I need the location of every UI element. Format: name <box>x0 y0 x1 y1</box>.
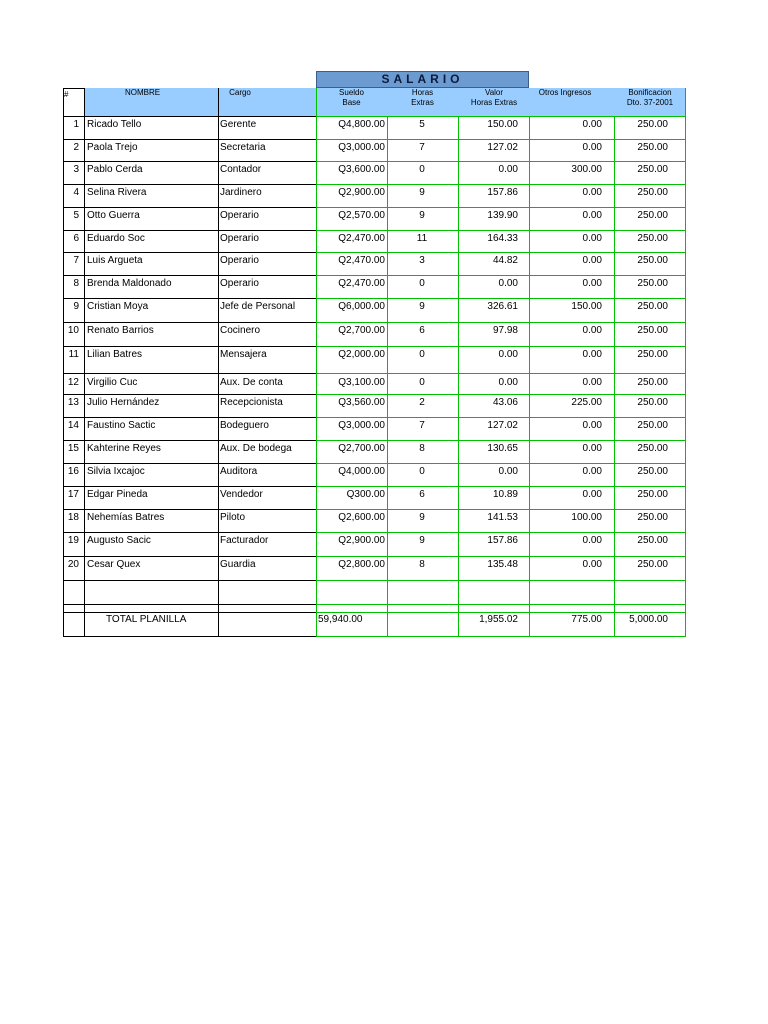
row-valor: 44.82 <box>492 255 518 266</box>
row-valor: 43.06 <box>492 397 518 408</box>
grid-hline <box>316 509 686 510</box>
row-valor: 0.00 <box>498 377 518 388</box>
row-cargo: Jefe de Personal <box>220 301 296 312</box>
row-nombre: Pablo Cerda <box>87 164 143 175</box>
grid-hline <box>316 636 686 637</box>
total-valor: 1,955.02 <box>479 614 518 625</box>
row-valor: 157.86 <box>487 535 518 546</box>
row-nombre: Edgar Pineda <box>87 489 148 500</box>
row-otros: 0.00 <box>582 255 602 266</box>
row-otros: 0.00 <box>582 559 602 570</box>
grid-hline <box>63 440 316 441</box>
row-valor: 141.53 <box>487 512 518 523</box>
header-valor-2: Horas Extras <box>470 98 518 107</box>
row-cargo: Gerente <box>220 119 257 130</box>
grid-hline <box>316 184 686 185</box>
salario-title: SALARIO <box>381 72 464 86</box>
row-num: 6 <box>73 233 79 244</box>
row-horas: 8 <box>419 559 425 570</box>
row-cargo: Facturador <box>220 535 269 546</box>
row-otros: 0.00 <box>582 489 602 500</box>
row-horas: 6 <box>419 325 425 336</box>
grid-hline <box>63 161 316 162</box>
grid-hline <box>63 394 316 395</box>
row-valor: 164.33 <box>487 233 518 244</box>
grid-hline <box>63 636 316 637</box>
row-cargo: Operario <box>220 210 259 221</box>
row-horas: 7 <box>419 142 425 153</box>
row-nombre: Brenda Maldonado <box>87 278 172 289</box>
row-sueldo: Q2,900.00 <box>338 187 385 198</box>
row-cargo: Operario <box>220 278 259 289</box>
row-num: 4 <box>73 187 79 198</box>
row-valor: 135.48 <box>487 559 518 570</box>
row-nombre: Lilian Batres <box>87 349 143 360</box>
row-nombre: Otto Guerra <box>87 210 140 221</box>
grid-hline <box>316 322 686 323</box>
row-otros: 0.00 <box>582 142 602 153</box>
row-cargo: Vendedor <box>220 489 263 500</box>
row-bonif: 250.00 <box>637 301 668 312</box>
header-valor-1: Valor <box>484 88 504 97</box>
header-bonif-1: Bonificacion <box>628 88 672 97</box>
header-nombre: NOMBRE <box>124 88 161 97</box>
grid-hline <box>63 139 316 140</box>
row-cargo: Cocinero <box>220 325 261 336</box>
row-cargo: Guardia <box>220 559 256 570</box>
grid-hline <box>63 612 316 613</box>
row-sueldo: Q4,800.00 <box>338 119 385 130</box>
row-bonif: 250.00 <box>637 535 668 546</box>
row-otros: 0.00 <box>582 535 602 546</box>
row-bonif: 250.00 <box>637 512 668 523</box>
row-nombre: Selina Rivera <box>87 187 147 198</box>
row-horas: 9 <box>419 512 425 523</box>
grid-hline <box>63 373 316 374</box>
row-horas: 9 <box>419 187 425 198</box>
row-horas: 0 <box>419 349 425 360</box>
row-bonif: 250.00 <box>637 142 668 153</box>
grid-hline <box>63 322 316 323</box>
row-horas: 9 <box>419 535 425 546</box>
total-label: TOTAL PLANILLA <box>106 614 187 625</box>
row-sueldo: Q3,000.00 <box>338 420 385 431</box>
row-sueldo: Q2,570.00 <box>338 210 385 221</box>
row-num: 17 <box>67 489 79 500</box>
grid-hline <box>316 252 686 253</box>
grid-hline <box>316 139 686 140</box>
row-otros: 0.00 <box>582 377 602 388</box>
row-cargo: Operario <box>220 233 259 244</box>
row-valor: 150.00 <box>487 119 518 130</box>
row-horas: 0 <box>419 278 425 289</box>
row-otros: 0.00 <box>582 233 602 244</box>
grid-hline <box>316 486 686 487</box>
row-horas: 9 <box>419 210 425 221</box>
row-cargo: Recepcionista <box>220 397 283 408</box>
row-otros: 0.00 <box>582 187 602 198</box>
row-horas: 5 <box>419 119 425 130</box>
row-valor: 0.00 <box>498 164 518 175</box>
row-sueldo: Q3,600.00 <box>338 164 385 175</box>
row-bonif: 250.00 <box>637 443 668 454</box>
row-sueldo: Q2,470.00 <box>338 233 385 244</box>
row-sueldo: Q2,700.00 <box>338 325 385 336</box>
grid-hline <box>316 394 686 395</box>
grid-hline <box>316 161 686 162</box>
row-horas: 0 <box>419 164 425 175</box>
row-sueldo: Q3,100.00 <box>338 377 385 388</box>
row-horas: 9 <box>419 301 425 312</box>
grid-hline <box>316 463 686 464</box>
row-nombre: Renato Barrios <box>87 325 154 336</box>
row-bonif: 250.00 <box>637 255 668 266</box>
grid-hline <box>63 463 316 464</box>
row-bonif: 250.00 <box>637 349 668 360</box>
grid-vline <box>84 88 85 636</box>
grid-hline <box>63 252 316 253</box>
row-cargo: Bodeguero <box>220 420 269 431</box>
row-num: 8 <box>73 278 79 289</box>
row-bonif: 250.00 <box>637 420 668 431</box>
row-valor: 127.02 <box>487 420 518 431</box>
row-num: 10 <box>67 325 79 336</box>
grid-hline <box>316 604 686 605</box>
row-bonif: 250.00 <box>637 278 668 289</box>
row-horas: 6 <box>419 489 425 500</box>
row-sueldo: Q4,000.00 <box>338 466 385 477</box>
grid-hline <box>63 116 316 117</box>
row-nombre: Nehemías Batres <box>87 512 165 523</box>
row-horas: 8 <box>419 443 425 454</box>
row-valor: 0.00 <box>498 278 518 289</box>
total-sueldo: 59,940.00 <box>318 614 363 625</box>
row-cargo: Operario <box>220 255 259 266</box>
row-sueldo: Q3,560.00 <box>338 397 385 408</box>
grid-hline <box>316 373 686 374</box>
grid-hline <box>316 207 686 208</box>
row-valor: 0.00 <box>498 466 518 477</box>
row-sueldo: Q2,800.00 <box>338 559 385 570</box>
row-num: 3 <box>73 164 79 175</box>
grid-hline <box>63 532 316 533</box>
header-sueldo-2: Base <box>342 98 361 107</box>
row-num: 19 <box>67 535 79 546</box>
row-nombre: Virgilio Cuc <box>87 377 138 388</box>
row-bonif: 250.00 <box>637 559 668 570</box>
header-bonif-2: Dto. 37-2001 <box>626 98 674 107</box>
row-sueldo: Q6,000.00 <box>338 301 385 312</box>
row-num: 15 <box>67 443 79 454</box>
row-num: 2 <box>73 142 79 153</box>
row-valor: 127.02 <box>487 142 518 153</box>
row-sueldo: Q2,000.00 <box>338 349 385 360</box>
grid-vline <box>685 116 686 636</box>
grid-hline <box>316 275 686 276</box>
grid-hline <box>63 184 316 185</box>
row-num: 5 <box>73 210 79 221</box>
grid-hline <box>63 207 316 208</box>
row-valor: 139.90 <box>487 210 518 221</box>
row-bonif: 250.00 <box>637 397 668 408</box>
row-sueldo: Q2,700.00 <box>338 443 385 454</box>
row-otros: 225.00 <box>571 397 602 408</box>
grid-hline <box>63 580 316 581</box>
row-valor: 130.65 <box>487 443 518 454</box>
row-nombre: Silvia Ixcajoc <box>87 466 145 477</box>
header-horas-1: Horas <box>411 88 434 97</box>
row-valor: 157.86 <box>487 187 518 198</box>
row-otros: 0.00 <box>582 119 602 130</box>
row-nombre: Luis Argueta <box>87 255 143 266</box>
row-valor: 97.98 <box>492 325 518 336</box>
grid-vline <box>316 88 317 116</box>
row-nombre: Augusto Sacic <box>87 535 151 546</box>
row-bonif: 250.00 <box>637 466 668 477</box>
grid-hline <box>63 275 316 276</box>
row-num: 12 <box>67 377 79 388</box>
row-valor: 0.00 <box>498 349 518 360</box>
row-num: 16 <box>67 466 79 477</box>
row-num: 11 <box>68 349 79 360</box>
row-otros: 300.00 <box>571 164 602 175</box>
row-otros: 0.00 <box>582 466 602 477</box>
row-bonif: 250.00 <box>637 233 668 244</box>
row-sueldo: Q2,470.00 <box>338 255 385 266</box>
row-nombre: Cristian Moya <box>87 301 149 312</box>
row-sueldo: Q3,000.00 <box>338 142 385 153</box>
row-bonif: 250.00 <box>637 325 668 336</box>
row-cargo: Aux. De bodega <box>220 443 292 454</box>
grid-hline <box>63 486 316 487</box>
header-num: # <box>64 90 69 99</box>
grid-hline <box>316 116 686 117</box>
row-nombre: Eduardo Soc <box>87 233 145 244</box>
grid-hline <box>316 417 686 418</box>
row-nombre: Julio Hernández <box>87 397 160 408</box>
row-otros: 0.00 <box>582 278 602 289</box>
grid-hline <box>63 604 316 605</box>
row-otros: 100.00 <box>571 512 602 523</box>
salario-title-cell <box>316 71 529 88</box>
grid-hline <box>316 346 686 347</box>
row-num: 14 <box>67 420 79 431</box>
header-cargo: Cargo <box>229 88 251 97</box>
row-cargo: Jardinero <box>220 187 262 198</box>
grid-hline <box>63 417 316 418</box>
grid-hline <box>316 532 686 533</box>
row-cargo: Auditora <box>220 466 258 477</box>
row-otros: 0.00 <box>582 325 602 336</box>
row-horas: 7 <box>419 420 425 431</box>
grid-hline <box>316 440 686 441</box>
row-nombre: Faustino Sactic <box>87 420 156 431</box>
row-horas: 0 <box>419 466 425 477</box>
grid-hline <box>316 580 686 581</box>
header-horas-2: Extras <box>411 98 434 107</box>
header-sueldo-1: Sueldo <box>339 88 364 97</box>
row-cargo: Aux. De conta <box>220 377 283 388</box>
grid-hline <box>316 556 686 557</box>
row-nombre: Kahterine Reyes <box>87 443 161 454</box>
row-valor: 326.61 <box>487 301 518 312</box>
grid-hline <box>63 556 316 557</box>
row-num: 18 <box>67 512 79 523</box>
row-nombre: Paola Trejo <box>87 142 138 153</box>
row-bonif: 250.00 <box>637 210 668 221</box>
row-cargo: Mensajera <box>220 349 267 360</box>
row-bonif: 250.00 <box>637 119 668 130</box>
row-sueldo: Q2,900.00 <box>338 535 385 546</box>
row-num: 20 <box>67 559 79 570</box>
row-bonif: 250.00 <box>637 164 668 175</box>
grid-hline <box>316 298 686 299</box>
row-bonif: 250.00 <box>637 377 668 388</box>
grid-hline <box>63 509 316 510</box>
total-otros: 775.00 <box>571 614 602 625</box>
grid-hline <box>63 88 85 89</box>
grid-vline <box>685 88 686 116</box>
row-cargo: Secretaria <box>220 142 266 153</box>
row-num: 9 <box>73 301 79 312</box>
row-otros: 0.00 <box>582 420 602 431</box>
row-num: 1 <box>73 119 79 130</box>
row-bonif: 250.00 <box>637 489 668 500</box>
row-sueldo: Q2,470.00 <box>338 278 385 289</box>
row-nombre: Ricado Tello <box>87 119 142 130</box>
row-sueldo: Q300.00 <box>346 489 385 500</box>
row-otros: 150.00 <box>571 301 602 312</box>
grid-hline <box>316 230 686 231</box>
row-nombre: Cesar Quex <box>87 559 141 570</box>
row-cargo: Contador <box>220 164 262 175</box>
row-num: 7 <box>73 255 79 266</box>
grid-hline <box>63 346 316 347</box>
total-bonif: 5,000.00 <box>629 614 668 625</box>
row-cargo: Piloto <box>220 512 246 523</box>
row-horas: 2 <box>419 397 425 408</box>
grid-hline <box>63 298 316 299</box>
grid-vline <box>387 116 388 636</box>
row-valor: 10.89 <box>492 489 518 500</box>
row-horas: 0 <box>419 377 425 388</box>
header-otros: Otros Ingresos <box>538 88 592 97</box>
row-otros: 0.00 <box>582 443 602 454</box>
row-bonif: 250.00 <box>637 187 668 198</box>
row-horas: 3 <box>419 255 425 266</box>
grid-hline <box>63 230 316 231</box>
grid-hline <box>316 612 686 613</box>
row-sueldo: Q2,600.00 <box>338 512 385 523</box>
row-horas: 11 <box>416 233 428 244</box>
row-num: 13 <box>67 397 79 408</box>
row-otros: 0.00 <box>582 349 602 360</box>
grid-vline <box>218 88 219 636</box>
row-otros: 0.00 <box>582 210 602 221</box>
